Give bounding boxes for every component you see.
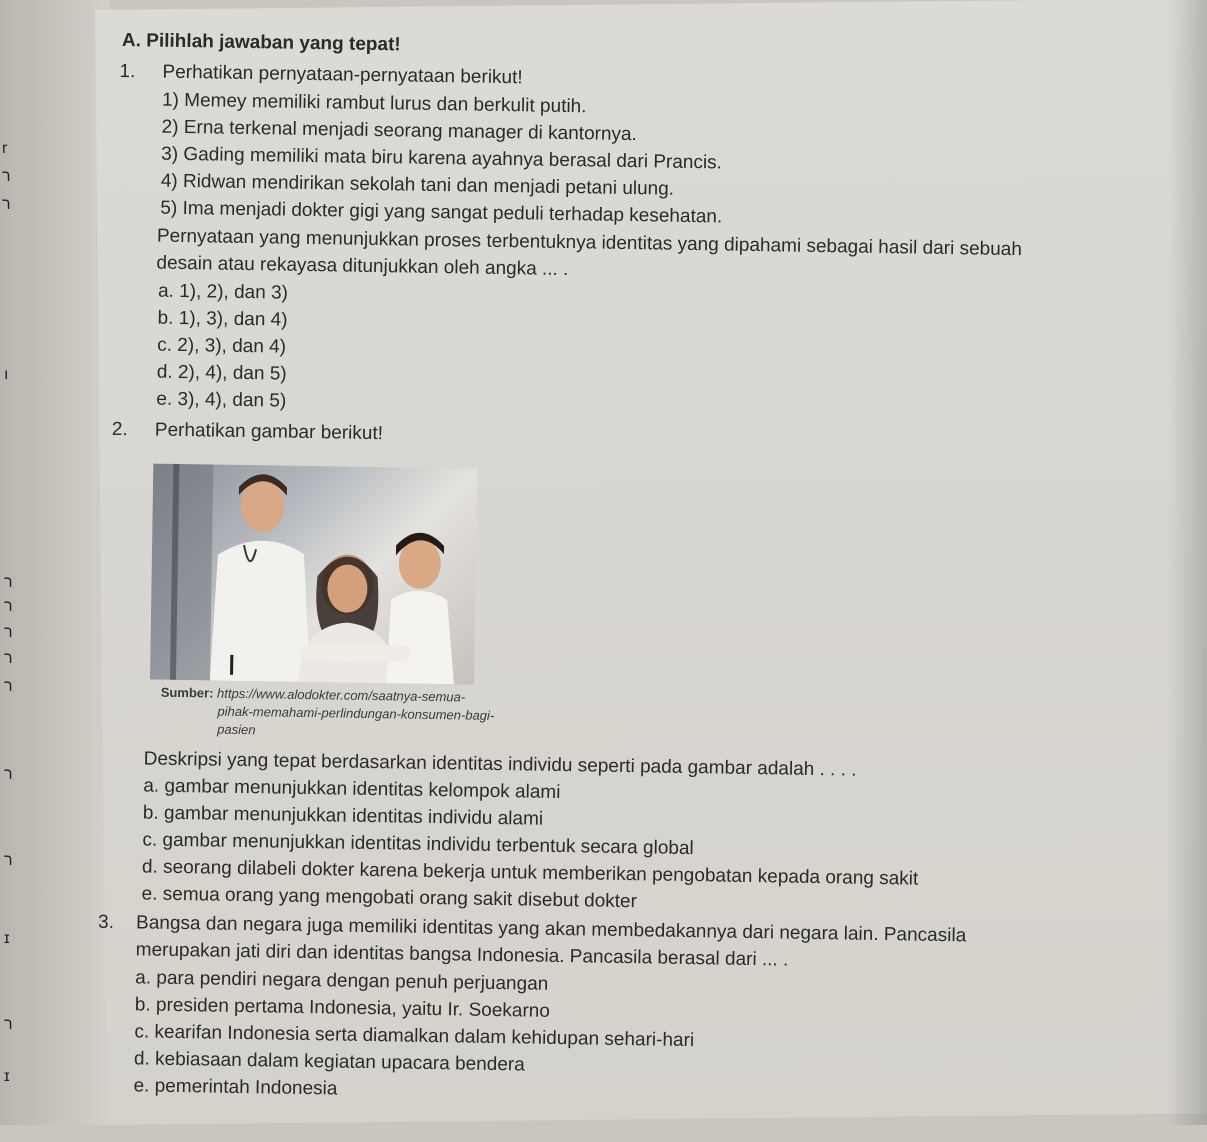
q2-option-e[interactable]: e. semua orang yang mengobati orang sakit disebut dokter: [141, 883, 638, 913]
q2-source-line1: [161, 685, 466, 706]
q1-question-line1: Pernyataan yang menunjukkan proses terbentuknya identitas yang dipahami sebagai hasil dari sebuah: [156, 225, 1023, 261]
q1-statement: 2) Erna terkenal menjadi seorang manager di kantornya.: [161, 116, 638, 146]
q2-source-line2: pihak-memahami-perlindungan-konsumen-bagi-: [217, 703, 495, 723]
q1-option-e[interactable]: e. 3), 4), dan 5): [156, 388, 287, 412]
q2-source-line3: pasien: [217, 721, 256, 738]
q1-option-c[interactable]: c. 2), 3), dan 4): [157, 334, 287, 358]
q1-statement: 1) Memey memiliki rambut lurus dan berkulit putih.: [161, 89, 587, 118]
q3-option-d[interactable]: d. kebiasaan dalam kegiatan upacara bendera: [133, 1048, 525, 1076]
q1-number: 1.: [119, 60, 136, 83]
q1-option-b[interactable]: b. 1), 3), dan 4): [157, 307, 288, 331]
q2-option-b[interactable]: b. gambar menunjukkan identitas individu alami: [142, 802, 544, 830]
q2-question: Deskripsi yang tepat berdasarkan identitas individu seperti pada gambar adalah . . . .: [143, 748, 857, 781]
doctor-patient-photo: [150, 464, 477, 685]
section-heading: A. Pilihlah jawaban yang tepat!: [121, 30, 401, 56]
q3-option-c[interactable]: c. kearifan Indonesia serta diamalkan dalam kehidupan sehari-hari: [134, 1021, 695, 1052]
q3-option-e[interactable]: e. pemerintah Indonesia: [133, 1075, 338, 1100]
photo-illustration: [150, 464, 477, 685]
q1-option-d[interactable]: d. 2), 4), dan 5): [156, 361, 287, 385]
q1-statement: 3) Gading memiliki mata biru karena ayahnya berasal dari Prancis.: [161, 143, 723, 174]
q2-number: 2.: [111, 418, 128, 441]
q1-option-a[interactable]: a. 1), 2), dan 3): [157, 280, 289, 304]
q1-statement: 5) Ima menjadi dokter gigi yang sangat peduli terhadap kesehatan.: [160, 197, 723, 228]
q3-line2: merupakan jati diri dan identitas bangsa Indonesia. Pancasila berasal dari ... .: [135, 939, 789, 971]
q3-line1: Bangsa dan negara juga memiliki identitas yang akan membedakannya dari negara lain. Pancasila: [135, 912, 967, 947]
q3-option-a[interactable]: a. para pendiri negara dengan penuh perjuangan: [135, 967, 549, 995]
q2-option-c[interactable]: c. gambar menunjukkan identitas individu terbentuk secara global: [142, 829, 694, 860]
q3-number: 3.: [97, 911, 115, 934]
q1-statement: 4) Ridwan mendirikan sekolah tani dan menjadi petani ulung.: [160, 170, 675, 200]
source-label: Sumber:: [160, 684, 214, 701]
q2-option-d[interactable]: d. seorang dilabeli dokter karena bekerja untuk memberikan pengobatan kepada orang sakit: [141, 856, 919, 890]
q3-option-b[interactable]: b. presiden pertama Indonesia, yaitu Ir. Soekarno: [134, 994, 551, 1022]
q1-intro: Perhatikan pernyataan-pernyataan berikut!: [162, 61, 523, 89]
q2-option-a[interactable]: a. gambar menunjukkan identitas kelompok alami: [143, 775, 561, 804]
q2-intro: Perhatikan gambar berikut!: [154, 419, 384, 445]
q1-question-line2: desain atau rekayasa ditunjukkan oleh angka ... .: [156, 252, 569, 281]
source-url-part1: https://www.alodokter.com/saatnya-semua-: [213, 685, 466, 705]
